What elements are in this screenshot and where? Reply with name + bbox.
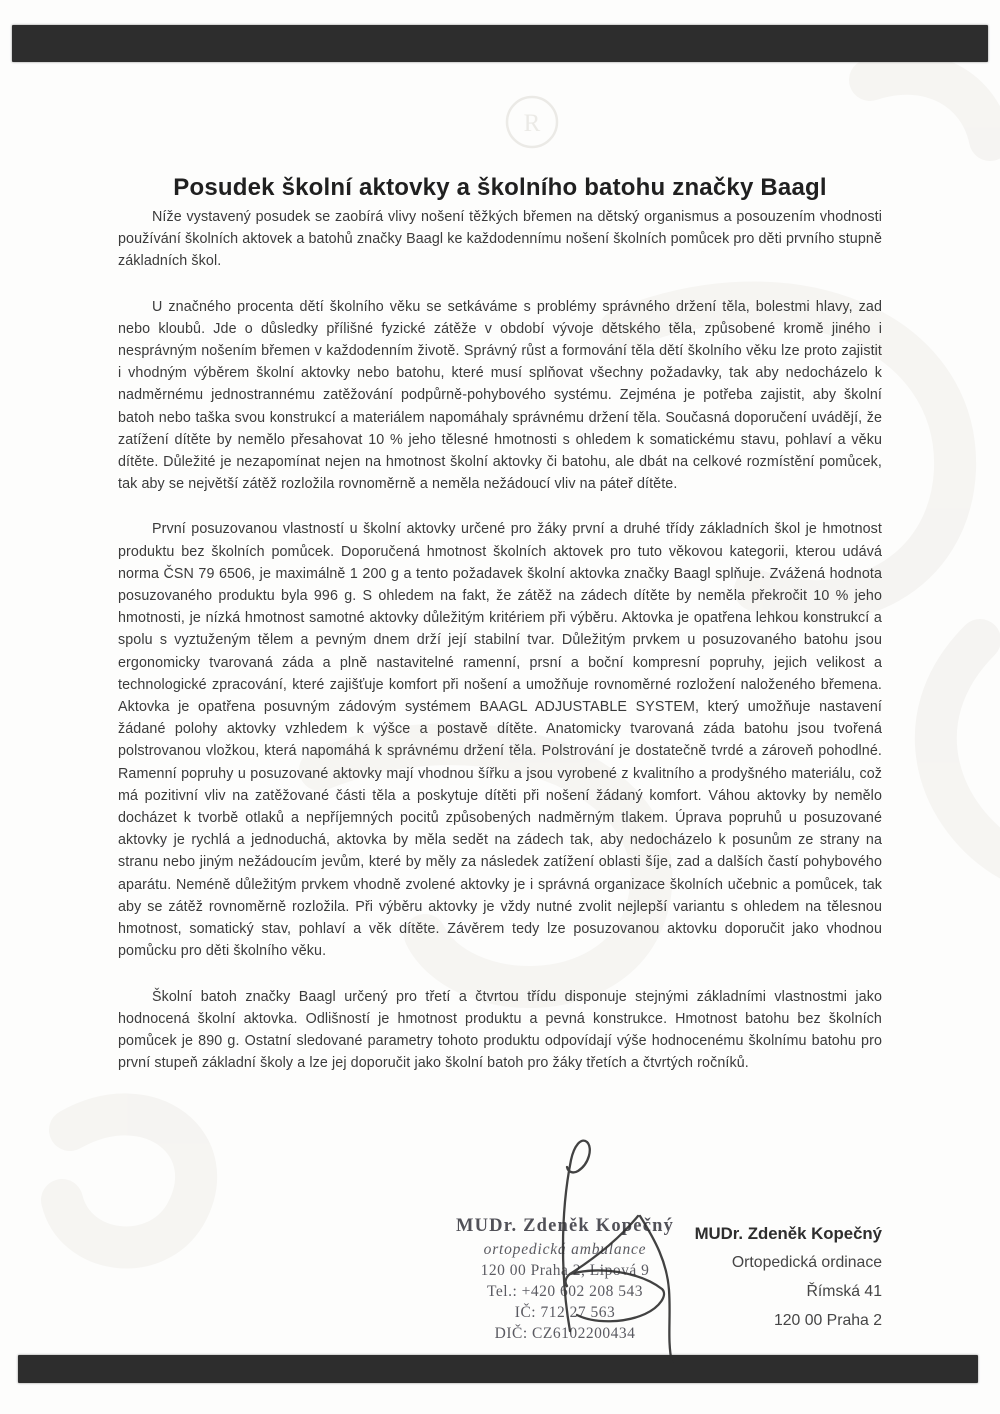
- stamp-address: 120 00 Praha 2, Lipová 9: [480, 1262, 650, 1279]
- paragraph-schoolbag-assessment: První posuzovanou vlastností u školní aktovky určené pro žáky první a druhé třídy základních škol je hmotnost produktu bez školních pomůcek. Doporučená hmotnost školních aktovek pro tuto věkovou kategorii, kterou udává norma ČSN 79 6506, je maximálně 1 200 g a tento požadavek školní aktovka značky Baagl splňuje. Zvážená hodnota posuzovaného produktu byla 996 g. S ohledem na fakt, že zátěž na zádech dítěte by neměla překročit 10 % jeho hmotnosti, je nízká hmotnost samotné aktovky důležitým kritériem při výběru. Aktovka je opatřena lehkou konstrukcí a spolu s vyztuženým tělem a pevným dnem drží její stabilní tvar. Důležitým prvkem u posuzovaného batohu jsou ergonomicky tvarovaná záda a plně nastavitelné ramenní, prsní a boční kompresní popruhy, jejich velikost a technologické zpracování, které zajišťuje komfort při nošení a umožňuje rovnoměrné rozložení naloženého břemena. Aktovka je opatřena posuvným zádovým systémem BAAGL ADJUSTABLE SYSTEM, který umožňuje nastavení žádané polohy aktovky vzhledem k výšce a postavě dítěte. Anatomicky tvarovaná záda batohu jsou tvořená polstrovanou vložkou, která napomáhá k správnému držení těla. Polstrování je dostatečně tvrdé a zároveň pohodlné. Ramenní popruhy u posuzované aktovky mají vhodnou šířku a jsou vyrobené z kvalitního a prodyšného materiálu, což má pozitivní vliv na zatěžované části těla a poskytuje dítěti při nošení žádaný komfort. Váhou aktovky by nemělo docházet k tvorbě otlaků a nepříjemných pocitů způsobených nadměrným tlakem. Úprava popruhů u posuzované aktovky je rychlá a jednoduchá, aktovka by měla sedět na zádech tak, aby nedocházelo k posunům ze strany na stranu nebo jiným nežádoucím jevům, které by měly za následek zatížení oblasti šíje, zad a dalších častí pohybového aparátu. Neméně důležitým prvkem vhodně zvolené aktovky je i správná organizace školních učebnic a pomůcek, tak aby se zátěž rovnoměrně rozložila. Při výběru aktovky je vždy nutné zvolit nejlepší variantu s ohledem na tělesnou hmotnost, somatický stav, pohlaví a věk dítěte. Závěrem tedy lze posuzovanou aktovku doporučit jako vhodnou pomůcku pro děti školního věku.: [118, 521, 882, 960]
- watermark-r-badge: [507, 97, 557, 147]
- signatory-name: MUDr. Zdeněk Kopečný: [694, 1224, 882, 1243]
- stamp-name: MUDr. Zdeněk Kopečný: [455, 1216, 675, 1236]
- paragraph-backpack-conclusion: Školní batoh značky Baagl určený pro třetí a čtvrtou třídu disponuje stejnými základními vlastnostmi jako hodnocená školní aktovka. Odlišností je hmotnost produktu a pevná konstrukce. Hmotnost batohu bez školních pomůcek je 890 g. Ostatní sledované parametry tohoto produktu odpovídají výše hodnocenému školnímu batohu pro první stupeň základní školy a lze jej doporučit jako školní batoh pro žáky třetích a čtvrtých ročníků.: [118, 988, 882, 1072]
- scan-artifact-bar-top: [12, 25, 988, 62]
- signatory-street: Římská 41: [806, 1283, 882, 1300]
- signatory-city: 120 00 Praha 2: [773, 1312, 882, 1329]
- stamp-phone: Tel.: +420 602 208 543: [487, 1283, 643, 1300]
- svg-text:R: R: [523, 110, 541, 137]
- document-body: [118, 206, 882, 1097]
- stamp-dic: DIČ: CZ6102200434: [494, 1325, 636, 1342]
- scan-artifact-bar-bottom: [18, 1355, 978, 1383]
- paragraph-health-context: U značného procenta dětí školního věku se setkáváme s problémy správného držení těla, bolestmi hlavy, zad nebo kloubů. Jde o důsledky přílišné fyzické zátěže v období vývoje dětského těla, způsobené kromě jiného i nesprávným nošením břemen v každodenním životě. Správný růst a formování těla dětí školního věku lze proto zajistit i vhodným výběrem školní aktovky nebo batohu, které musí splňovat všechny požadavky, tak aby nedocházelo k nadměrnému jednostrannému zatěžování podpůrně-pohybového systému. Zejména je potřeba zajistit, aby školní batoh nebo taška svou konstrukcí a materiálem napomáhaly správnému držení těla. Současná doporučení uvádějí, že zatížení dítěte by nemělo přesahovat 10 % jeho tělesné hmotnosti s ohledem k somatickému stavu, pohlaví a věku dítěte. Důležité je nezapomínat nejen na hmotnost školní aktovky či batohu, ale dbát na celkové rozmístění pomůcek, tak aby se největší zátěž rozložila rovnoměrně a neměla nežádoucí vliv na páteř dítěte.: [118, 298, 882, 493]
- signatory-block: [622, 1219, 882, 1335]
- document-title: Posudek školní aktovky a školního batohu značky Baagl: [173, 174, 827, 202]
- paragraph-intro: Níže vystavený posudek se zaobírá vlivy nošení těžkých břemen na dětský organismus a posouzením vhodnosti používání školních aktovek a batohů značky Baagl ke každodennímu nošení školních pomůcek pro děti prvního stupně základních škol.: [118, 209, 882, 270]
- signatory-practice: Ortopedická ordinace: [731, 1254, 882, 1271]
- stamp-ic: IČ: 712 27 563: [514, 1304, 616, 1321]
- stamp-department: ortopedická ambulance: [483, 1241, 647, 1258]
